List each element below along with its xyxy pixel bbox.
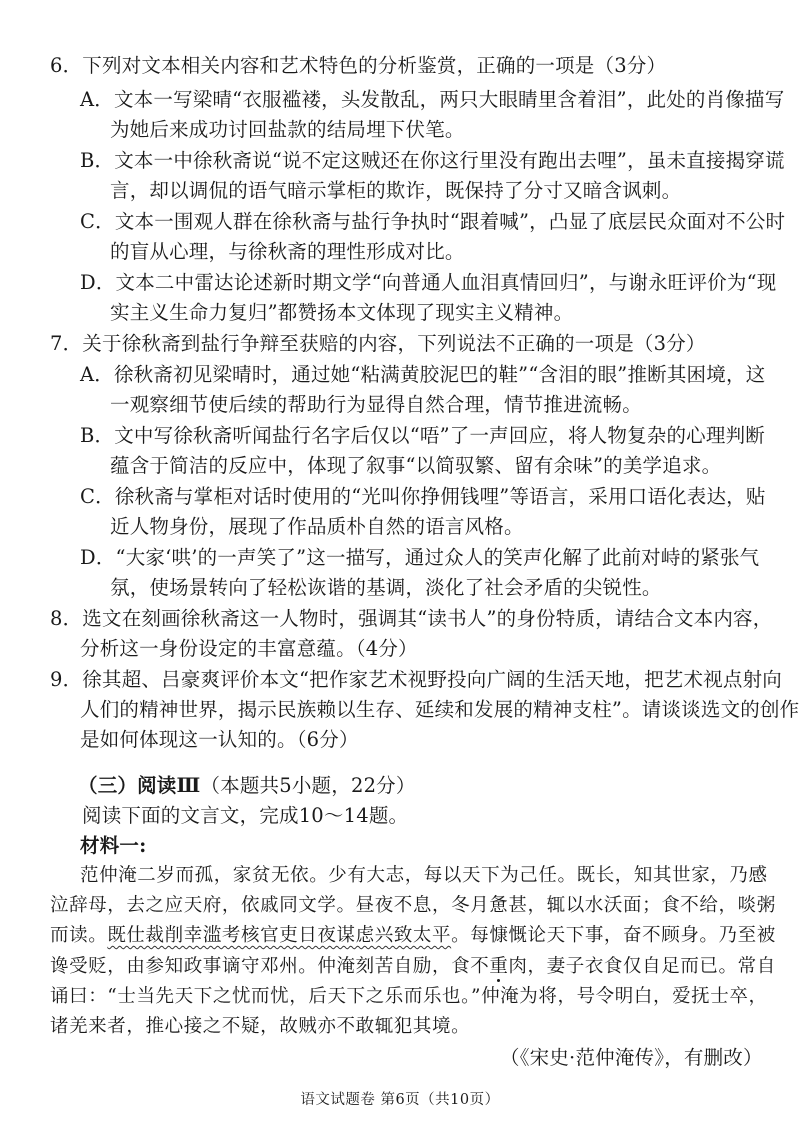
passage-line5: 诵曰：“士当先天下之忧而忧，后天下之乐而乐也。”仲淹为将，号令明白，爱抚士卒， [50,986,768,1007]
q6-option-b-line1: B．文本一中徐秋斋说“说不定这贼还在你这行里没有跑出去哩”，虽未直接揭穿谎 [80,149,785,172]
section-instruction: 阅读下面的文言文，完成10～14题。 [82,804,409,827]
q8-line1: 8．选文在刻画徐秋斋这一人物时，强调其“读书人”的身份特质，请结合文本内容， [50,607,773,630]
passage-line3 [50,922,776,950]
q9-line3: 是如何体现这一认知的。（6分） [80,728,359,751]
q6-option-b-line2: 言，却以调侃的语气暗示掌柜的欺诈，既保持了分寸又暗含讽刺。 [110,179,682,202]
wavy-underlined-sentence: 既仕裁削幸滥考核官吏日夜谋虑兴致太平 [107,925,452,946]
q7-option-c-line1: C．徐秋斋与掌柜对话时使用的“光叫你挣佣钱哩”等语言，采用口语化表达，贴 [80,485,766,508]
passage-line4-end: 肉，妻子衣食仅自足而已。常自 [508,956,776,977]
q6-option-a-line1: A．文本一写梁晴“衣服褴褛，头发散乱，两只大眼睛里含着泪”，此处的肖像描写 [80,88,785,111]
passage-source: （《宋史·范仲淹传》，有删改） [500,1046,763,1069]
passage-line6: 诸羌来者，推心接之不疑，故贼亦不敢辄犯其境。 [50,1016,471,1037]
q7-option-a-line2: 一观察细节使后续的帮助行为显得自然合理，情节推进流畅。 [110,393,642,416]
q9-line2: 人们的精神世界，揭示民族赖以生存、延续和发展的精神支柱”。请谈谈选文的创作 [80,698,800,721]
passage-line3-end: 。每慷慨论天下事，奋不顾身。乃至被 [451,925,776,946]
passage-line2: 泣辞母，去之应天府，依戚同文学。昼夜不息，冬月惫甚，辄以水沃面；食不给，啖粥 [50,895,776,916]
passage-line4 [50,953,776,981]
q6-option-d-line2: 实主义生命力复归”都赞扬本文体现了现实主义精神。 [110,301,574,324]
q8-line2: 分析这一身份设定的丰富意蕴。（4分） [80,637,418,660]
material-label: 材料一: [80,834,147,857]
section-heading-detail: （本题共5小题，22分） [200,774,416,797]
section-heading [78,772,416,800]
q6-stem: 6．下列对文本相关内容和艺术特色的分析鉴赏，正确的一项是（3分） [50,54,667,77]
q7-option-b-line1: B．文中写徐秋斋听闻盐行名字后仅以“唔”了一声回应，将人物复杂的心理判断 [80,424,765,447]
passage-line3-start: 而读。 [50,925,108,946]
q6-option-a-line2: 为她后来成功讨回盐款的结局埋下伏笔。 [110,118,465,141]
passage-line4-start: 谗受贬，由参知政事谪守邓州。仲淹刻苦自励，食不 [50,956,490,977]
dotted-character: 重 [489,956,509,977]
q7-option-d-line2: 氛，使场景转向了轻松诙谐的基调，淡化了社会矛盾的尖锐性。 [110,576,662,599]
passage-line1: 范仲淹二岁而孤，家贫无依。少有大志，每以天下为己任。既长，知其世家，乃感 [80,865,768,886]
section-heading-label: （三）阅读Ⅲ [78,774,201,797]
q9-line1: 9．徐其超、吕豪爽评价本文“把作家艺术视野投向广阔的生活天地，把艺术视点射向 [50,668,782,691]
q7-option-c-line2: 近人物身份，展现了作品质朴自然的语言风格。 [110,515,524,538]
q7-stem: 7．关于徐秋斋到盐行争辩至获赔的内容，下列说法不正确的一项是（3分） [50,332,706,355]
q7-option-d-line1: D．“大家‘哄’的一声笑了”这一描写，通过众人的笑声化解了此前对峙的紧张气 [80,546,760,569]
page-footer: 语文试题卷 第6页（共10页） [300,1092,500,1108]
q7-option-a-line1: A．徐秋斋初见梁晴时，通过她“粘满黄胶泥巴的鞋”“含泪的眼”推断其困境，这 [80,363,766,386]
q6-option-c-line1: C．文本一围观人群在徐秋斋与盐行争执时“跟着喊”，凸显了底层民众面对不公时 [80,210,786,233]
q6-option-d-line1: D．文本二中雷达论述新时期文学“向普通人血泪真情回归”，与谢永旺评价为“现 [80,271,777,294]
q7-option-b-line2: 蕴含于简洁的反应中，体现了叙事“以简驭繁、留有余味”的美学追求。 [110,454,722,477]
q6-option-c-line2: 的盲从心理，与徐秋斋的理性形成对比。 [110,240,465,263]
